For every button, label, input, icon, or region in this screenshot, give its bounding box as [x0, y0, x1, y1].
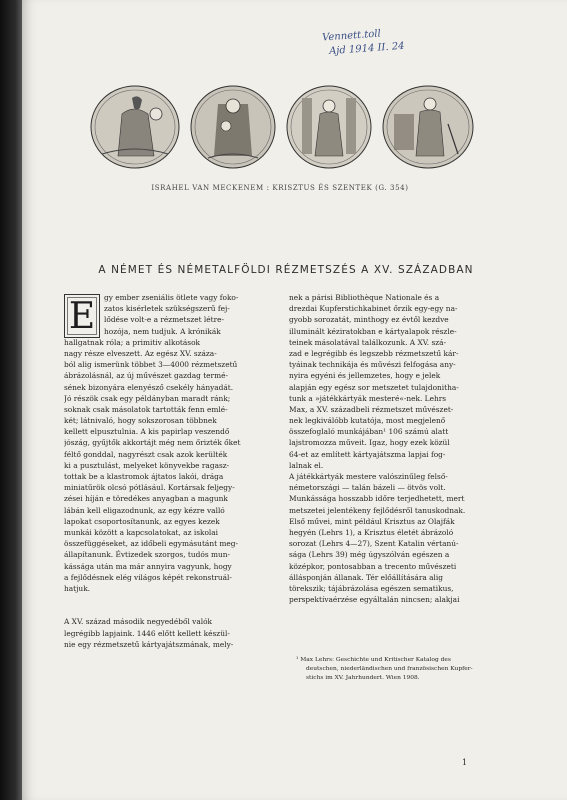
- left-column-line: [64, 605, 280, 616]
- medallion-virgin-child: [188, 84, 278, 170]
- right-column-line: Munkássága hosszabb időre terjedhetett, mert: [289, 494, 465, 504]
- left-column-line: gy ember zseniális ötlete vagy foko-: [104, 293, 239, 302]
- left-column-line: hallgatnak róla; a primitiv alkotások: [64, 337, 200, 347]
- left-column-line: Jó részök csak egy példányban maradt ránk;: [64, 393, 231, 403]
- medallion-christ: [88, 84, 182, 170]
- left-text-column: [64, 292, 280, 650]
- left-column-line: zatos kisérletek szükségszerű fej-: [104, 304, 230, 314]
- right-column-line: középkor, pontosabban a trecento művészeti: [289, 561, 457, 571]
- right-column-line: sorozat (Lehrs 4—27), Szent Katalin vértanú-: [289, 539, 459, 549]
- left-column-line: miniatűrök olcsó pótlásául. Kortársak feljegy-: [64, 483, 235, 493]
- left-column-line: lődése volt-e a rézmetszet létre-: [104, 315, 225, 325]
- left-column-line: A XV. század második negyedéből valók: [64, 617, 213, 627]
- left-column-line: nie egy rézmetszetű kártyajátszmának, mely-: [64, 639, 234, 649]
- right-column-line: tyáinak technikája és művészi felfogása any-: [289, 360, 456, 370]
- left-column-line: soknak csak másolatok tartották fenn emlé-: [64, 404, 228, 414]
- left-column-line: hozója, nem tudjuk. A krónikák: [104, 326, 221, 336]
- right-column-line: sága (Lehrs 39) még úgyszólván egészen a: [289, 550, 450, 560]
- left-column-line: zései híján e töredékes anyagban a magunk: [64, 494, 228, 504]
- footnote-line: deutschen, niederländischen und französischen Kupfer-: [306, 666, 473, 672]
- footnote: [296, 656, 501, 683]
- right-column-line: drezdai Kupferstichkabinet őrzik egy-egy na-: [289, 304, 458, 314]
- right-column-line: nek a párisi Bibliothèque Nationale és a: [289, 293, 440, 302]
- right-column-line: gyobb sorozatát, minthogy ez évtől kezdve: [289, 315, 449, 325]
- right-column-line: illuminált kéziratokban e kártyalapok részle-: [289, 326, 457, 336]
- right-column-line: perspektívaérzése egyáltalán nincsen; alakjai: [289, 595, 460, 605]
- left-column-line: ábrázolásnál, az új művészet gazdag termé-: [64, 371, 228, 381]
- illustration-caption: ISRAHEL VAN MECKENEM : KRISZTUS ÉS SZENTEK (G. 354): [151, 184, 409, 192]
- article-title: A NÉMET ÉS NÉMETALFÖLDI RÉZMETSZÉS A XV. SZÁZADBAN: [98, 264, 474, 276]
- left-column-line: [64, 594, 280, 605]
- right-column-line: állásponján állanak. Tér előállítására alig: [289, 572, 443, 582]
- right-column-line: nek legkiválóbb kutatója, most megjelenő: [289, 416, 446, 426]
- footnote-line: ¹ Max Lehrs: Geschichte und Kritischer Katalog des: [296, 657, 451, 663]
- right-column-line: zad e legrégibb és legszebb rézmetszetű kár-: [289, 348, 459, 358]
- left-column-line: féltő gonddal, nagyrészt csak azok kerülték: [64, 449, 228, 459]
- footnote-line: stichs im XV. Jahrhundert. Wien 1908.: [306, 675, 420, 681]
- left-column-line: két; látnivaló, hogy sokszorosan többnek: [64, 416, 217, 426]
- left-column-line: nagy része elveszett. Az egész XV. száza-: [64, 348, 217, 358]
- handwritten-line-2: Ajd 1914 II. 24: [328, 40, 405, 58]
- right-column-line: nyira egyéni és jellemzetes, hogy e jelek: [289, 371, 441, 381]
- right-column-line: 64-et az említett kártyajátszma lapjai fog-: [289, 449, 446, 459]
- left-column-line: összefüggéseket, az időbeli egymásutánt meg-: [64, 539, 239, 549]
- medallion-illustrations: [88, 84, 488, 170]
- medallion-male-saint: [380, 84, 476, 170]
- right-column-line: lajstromozza műveit. Igaz, hogy ezek közül: [289, 438, 450, 448]
- right-column-line: tunk a »játékkártyák mesteré«-nek. Lehrs: [289, 393, 447, 403]
- right-column-line: törekszik; tájábrázolása egészen sematikus,: [289, 583, 454, 593]
- medallion-female-saint: [284, 84, 374, 170]
- binding-edge: [0, 0, 22, 800]
- right-text-column: [289, 292, 501, 605]
- left-column-line: kellett elpusztulnia. A kis papirlap veszendő: [64, 427, 230, 437]
- left-column-line: állapítanunk. Évtizedek szorgos, tudós mun-: [64, 550, 230, 560]
- right-column-line: Első művei, mint például Krisztus az Olajfák: [289, 516, 455, 526]
- right-column-line: összefoglaló munkájában¹ 106 számú alatt: [289, 427, 449, 437]
- right-column-line: A játékkártyák mestere valószinűleg felső-: [289, 472, 448, 481]
- left-column-line: jószág, gyűjtők akkortájt még nem őrizték őket: [64, 438, 241, 448]
- left-column-line: hatjuk.: [64, 583, 91, 593]
- drop-cap: E: [64, 294, 100, 338]
- left-column-line: lapokat csoportosítanunk, az egyes kezek: [64, 516, 220, 526]
- left-column-line: kássága után ma már annyira vagyunk, hogy: [64, 561, 232, 571]
- left-column-line: lábán kell eligazodnunk, az egy kézre valló: [64, 505, 225, 515]
- left-column-line: legrégibb lapjaink. 1446 előtt kellett készül-: [64, 628, 230, 638]
- left-column-line: a fejlődésnek elég világos képét rekonstruál-: [64, 572, 232, 582]
- handwritten-note: [322, 25, 425, 72]
- right-column-line: lalnak el.: [289, 460, 324, 470]
- right-column-line: Max, a XV. századbeli rézmetszet művészet-: [289, 404, 454, 414]
- right-column-line: metszetei jelentékeny fejlődésről tanuskodnak.: [289, 505, 466, 515]
- right-column-line: teinek másolatával találkozunk. A XV. szá-: [289, 337, 447, 347]
- left-column-line: sének bizonyára elenyésző csekély hányadát.: [64, 382, 234, 392]
- left-column-line: ki a pusztulást, melyeket könyvekbe ragasz-: [64, 460, 230, 470]
- right-column-line: alapján egy egész sor metszetet tulajdonitha-: [289, 382, 459, 392]
- page-number: 1: [462, 758, 468, 767]
- handwritten-line-1: Vennett.toll: [321, 28, 382, 44]
- left-column-line: tottak be a klastromok ájtatos lakói, drága: [64, 472, 224, 481]
- right-column-line: hegyén (Lehrs 1), a Krisztus életét ábrázoló: [289, 527, 454, 537]
- left-column-line: ból alig ismerünk többet 3—4000 rézmetszetű: [64, 360, 238, 370]
- left-column-line: munkái között a kapcsolatokat, az iskolai: [64, 527, 219, 537]
- right-column-line: németországi — talán bázeli — ötvös volt.: [289, 483, 446, 493]
